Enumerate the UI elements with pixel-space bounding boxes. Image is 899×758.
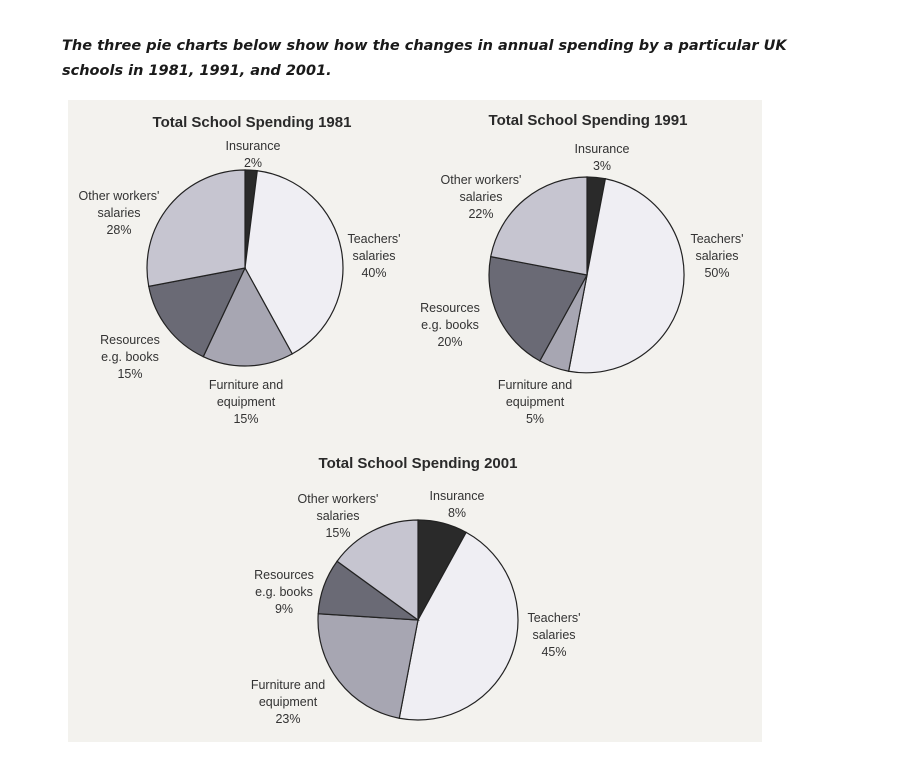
slice-label-other xyxy=(298,492,379,540)
slice-label-text: salaries xyxy=(352,249,396,263)
slice-label-teachers xyxy=(527,611,580,659)
slice-label-insurance xyxy=(226,139,281,170)
slice-label-insurance xyxy=(575,142,630,173)
slice-label-teachers xyxy=(347,232,400,280)
slice-label-text: Furniture and xyxy=(250,678,326,692)
slice-label-text: Teachers' xyxy=(690,232,744,246)
slice-label-text: salaries xyxy=(316,509,360,523)
slice-label-text: e.g. books xyxy=(421,318,479,332)
slice-value-label: 2% xyxy=(243,156,263,170)
slice-label-other xyxy=(79,189,160,237)
slice-label-text: Insurance xyxy=(574,142,630,156)
slice-label-text: equipment xyxy=(505,395,565,409)
slice-value-label: 15% xyxy=(325,526,351,540)
slice-label-insurance xyxy=(430,489,485,520)
slice-label-furniture xyxy=(209,378,283,426)
pie-chart-1 xyxy=(79,114,401,426)
slice-label-text: Resources xyxy=(100,333,160,347)
slice-label-text: Furniture and xyxy=(497,378,573,392)
slice-value-label: 9% xyxy=(274,602,294,616)
chart-title: Total School Spending 1991 xyxy=(488,112,688,129)
slice-label-text: Insurance xyxy=(429,489,485,503)
slice-value-label: 28% xyxy=(106,223,132,237)
slice-label-text: equipment xyxy=(258,695,318,709)
slice-label-text: Furniture and xyxy=(208,378,284,392)
slice-label-furniture xyxy=(498,378,572,426)
slice-label-text: Other workers' xyxy=(78,189,160,203)
slice-label-text: Resources xyxy=(254,568,314,582)
slice-value-label: 22% xyxy=(468,207,494,221)
chart-caption: The three pie charts below show how the changes in annual spending by a particular UK schools in 1981, 1991, and 2001. xyxy=(62,38,787,79)
slice-label-resources xyxy=(100,333,160,381)
chart-title: Total School Spending 2001 xyxy=(318,455,518,472)
slice-label-text: Resources xyxy=(420,301,480,315)
slice-value-label: 50% xyxy=(704,266,730,280)
slice-value-label: 15% xyxy=(117,367,143,381)
slice-label-text: Other workers' xyxy=(440,173,522,187)
slice-label-furniture xyxy=(251,678,325,726)
slice-label-resources xyxy=(254,568,314,616)
slice-label-text: equipment xyxy=(216,395,276,409)
pie-slice-other xyxy=(147,170,245,286)
slice-value-label: 3% xyxy=(592,159,612,173)
slice-value-label: 5% xyxy=(525,412,545,426)
pie-chart-2 xyxy=(420,112,743,426)
slice-label-text: e.g. books xyxy=(101,350,159,364)
slice-value-label: 15% xyxy=(233,412,259,426)
slice-value-label: 20% xyxy=(437,335,463,349)
chart-title: Total School Spending 1981 xyxy=(152,114,352,131)
slice-label-text: Other workers' xyxy=(297,492,379,506)
slice-value-label: 8% xyxy=(447,506,467,520)
slice-label-text: salaries xyxy=(695,249,739,263)
slice-label-text: salaries xyxy=(97,206,141,220)
pie-chart-3 xyxy=(251,455,581,726)
slice-value-label: 40% xyxy=(361,266,387,280)
slice-label-text: Teachers' xyxy=(347,232,401,246)
slice-label-resources xyxy=(420,301,480,349)
slice-label-text: salaries xyxy=(532,628,576,642)
slice-label-text: Teachers' xyxy=(527,611,581,625)
slice-label-text: salaries xyxy=(459,190,503,204)
slice-label-text: Insurance xyxy=(225,139,281,153)
slice-label-text: e.g. books xyxy=(255,585,313,599)
slice-value-label: 23% xyxy=(275,712,301,726)
slice-label-teachers xyxy=(690,232,743,280)
slice-value-label: 45% xyxy=(541,645,567,659)
slice-label-other xyxy=(441,173,522,221)
